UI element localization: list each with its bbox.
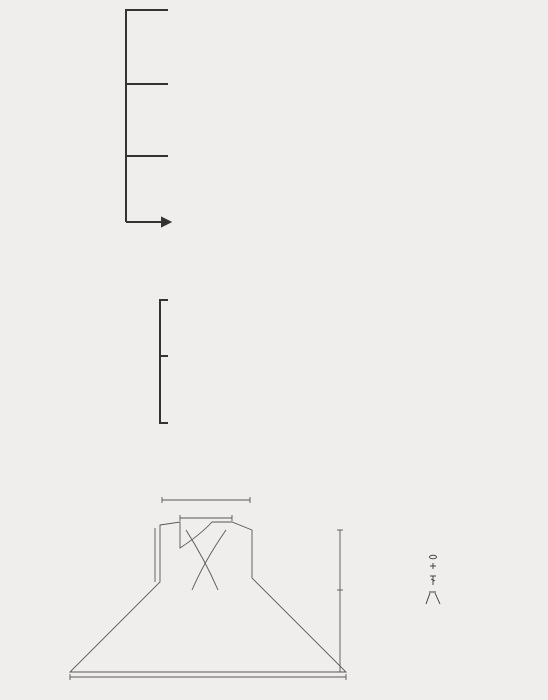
start-arrow	[126, 218, 170, 226]
top-chart-brackets	[126, 10, 168, 222]
back-schematic	[70, 497, 346, 680]
legend-symbols	[426, 555, 440, 604]
legend	[426, 538, 548, 554]
chain-stitch-icon	[430, 555, 437, 559]
bottom-chart-brackets	[160, 300, 168, 423]
